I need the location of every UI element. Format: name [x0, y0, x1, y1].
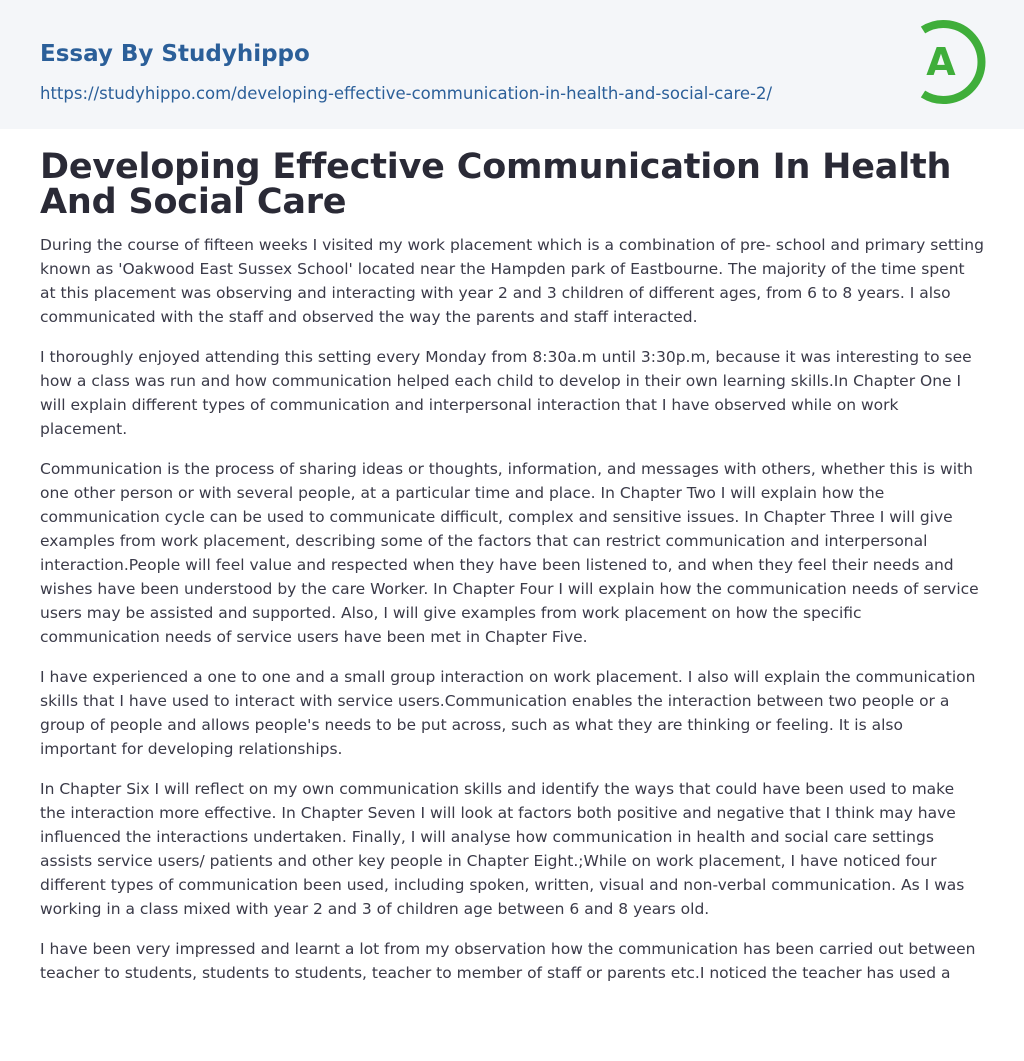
page-header: [0, 0, 1024, 129]
paragraph: During the course of fifteen weeks I visited my work placement which is a combination of pre- school and primary setting known as 'Oakwood East Sussex School' located near the Hampden park of Eastbourne. The majority of the time spent at this placement was observing and interacting with year 2 and 3 children of different ages, from 6 to 8 years. I also communicated with the staff and observed the way the parents and staff interacted.: [40, 236, 984, 326]
paragraph: I have experienced a one to one and a small group interaction on work placement. I also will explain the communication skills that I have used to interact with service users.Communication enables the interaction between two people or a group of people and allows people's needs to be put across, such as what they are thinking or feeling. It is also important for developing relationships.: [40, 668, 976, 758]
article: [40, 147, 984, 1001]
studyhippo-logo-icon[interactable]: [905, 17, 989, 107]
brand-title: Essay By Studyhippo: [40, 41, 310, 67]
paragraph: I have been very impressed and learnt a lot from my observation how the communication has been carried out between teacher to students, students to students, teacher to member of staff or parents etc.I noticed the teacher has used a: [40, 940, 976, 982]
paragraph: I thoroughly enjoyed attending this setting every Monday from 8:30a.m until 3:30p.m, because it was interesting to see how a class was run and how communication helped each child to develop in their own learning skills.In Chapter One I will explain different types of communication and interpersonal interaction that I have observed while on work placement.: [40, 348, 972, 438]
paragraph: In Chapter Six I will reflect on my own communication skills and identify the ways that could have been used to make the interaction more effective. In Chapter Seven I will look at factors both positive and negative that I think may have influenced the interactions undertaken. Finally, I will analyse how communication in health and social care settings assists service users/ patients and other key people in Chapter Eight.;While on work placement, I have noticed four different types of communication been used, including spoken, written, visual and non-verbal communication. As I was working in a class mixed with year 2 and 3 of children age between 6 and 8 years old.: [40, 780, 965, 918]
paragraph: Communication is the process of sharing ideas or thoughts, information, and messages with others, whether this is with one other person or with several people, at a particular time and place. In Chapter Two I will explain how the communication cycle can be used to communicate difficult, complex and sensitive issues. In Chapter Three I will give examples from work placement, describing some of the factors that can restrict communication and interpersonal interaction.People will feel value and respected when they have been listened to, and when they feel their needs and wishes have been understood by the care Worker. In Chapter Four I will explain how the communication needs of service users may be assisted and supported. Also, I will give examples from work placement on how the specific communication needs of service users have been met in Chapter Five.: [40, 460, 979, 646]
logo-letter: A: [926, 40, 956, 84]
source-url-link[interactable]: https://studyhippo.com/developing-effective-communication-in-health-and-social-care-2/: [40, 84, 773, 103]
page-title: Developing Effective Communication In Health And Social Care: [40, 147, 952, 222]
